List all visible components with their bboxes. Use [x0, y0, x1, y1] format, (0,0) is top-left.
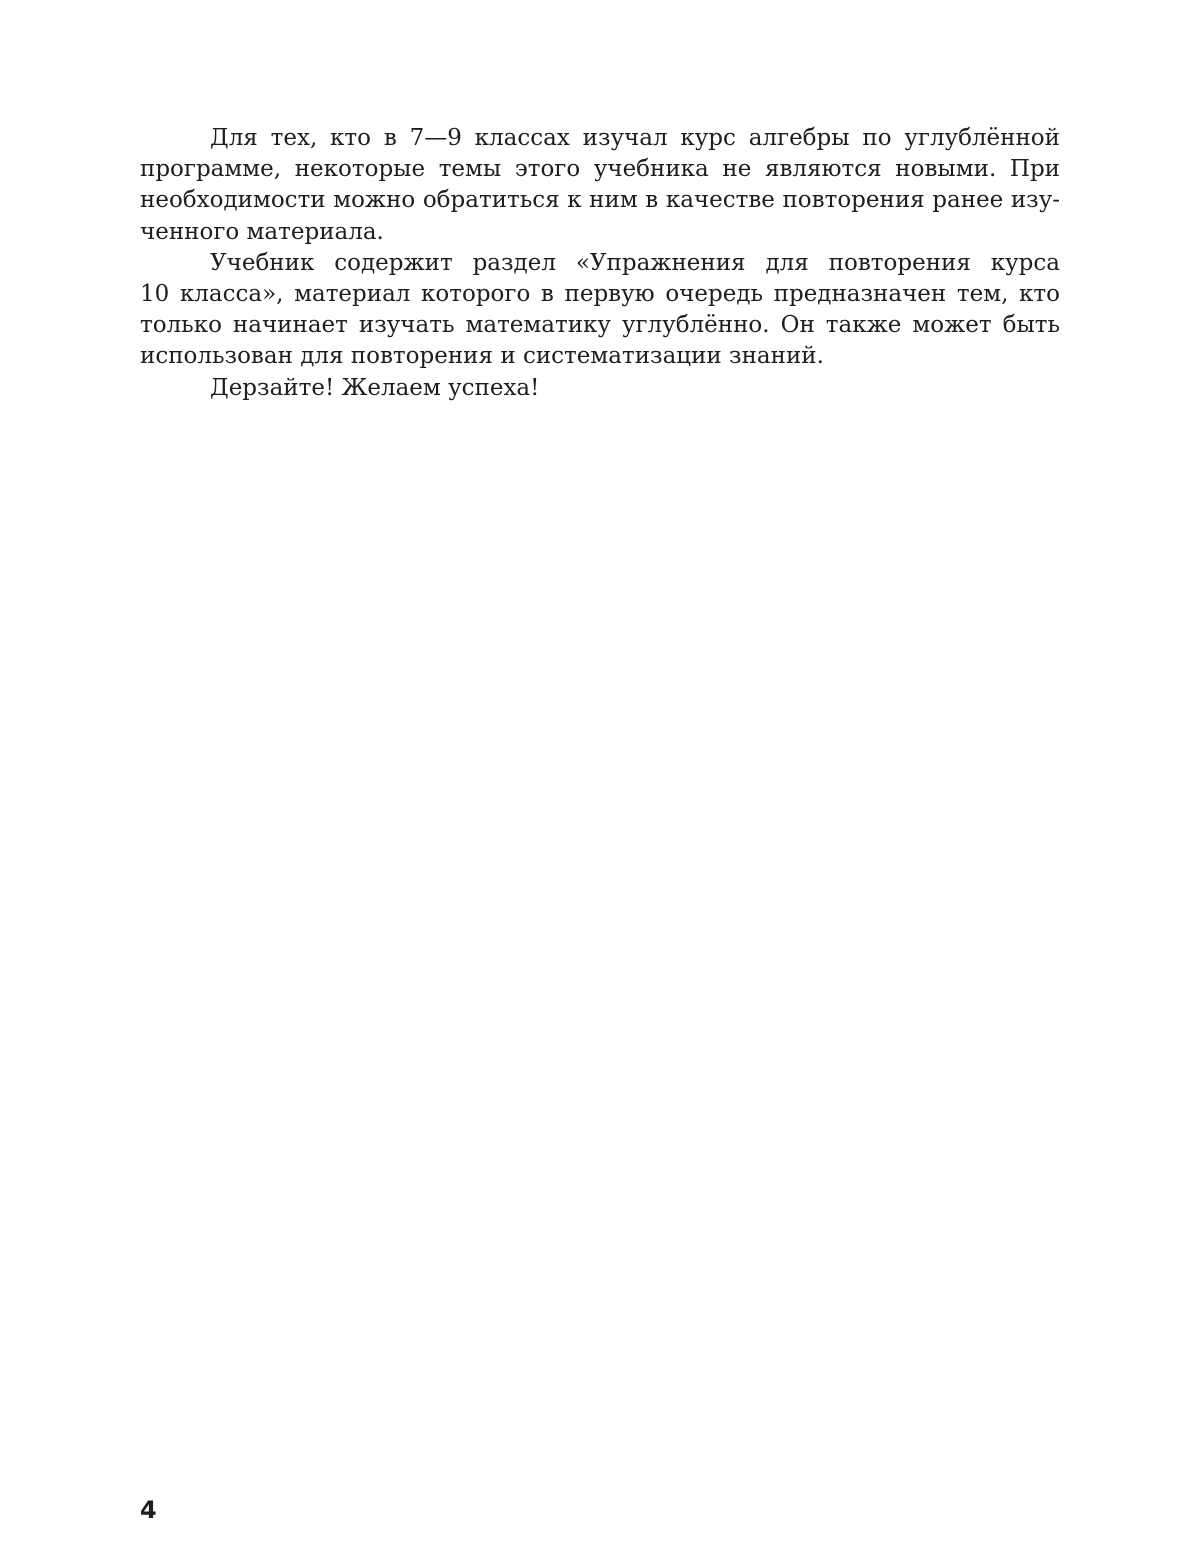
paragraph-2	[140, 248, 1060, 373]
page-number: 4	[140, 1496, 157, 1524]
paragraph-line: 10 класса», материал которого в первую очередь предназначен тем, кто	[140, 281, 1060, 308]
paragraph-line: Учебник содержит раздел «Упражнения для повторения курса	[210, 249, 1060, 276]
paragraph-1	[140, 123, 1060, 248]
paragraph-line: программе, некоторые темы этого учебника не являются новыми. При	[140, 156, 1060, 183]
paragraph-3	[140, 373, 1060, 404]
paragraph-line: Для тех, кто в 7—9 классах изучал курс алгебры по углублённой	[210, 125, 1060, 151]
body-text	[140, 123, 1060, 404]
paragraph-line: Дерзайте! Желаем успеха!	[210, 374, 540, 401]
paragraph-line: только начинает изучать математику углублённо. Он также может быть	[140, 312, 1060, 339]
paragraph-line: необходимости можно обратиться к ним в качестве повторения ранее изу-	[140, 187, 1060, 214]
paragraph-line: использован для повторения и систематизации знаний.	[140, 343, 824, 370]
paragraph-line: ченного материала.	[140, 218, 384, 245]
